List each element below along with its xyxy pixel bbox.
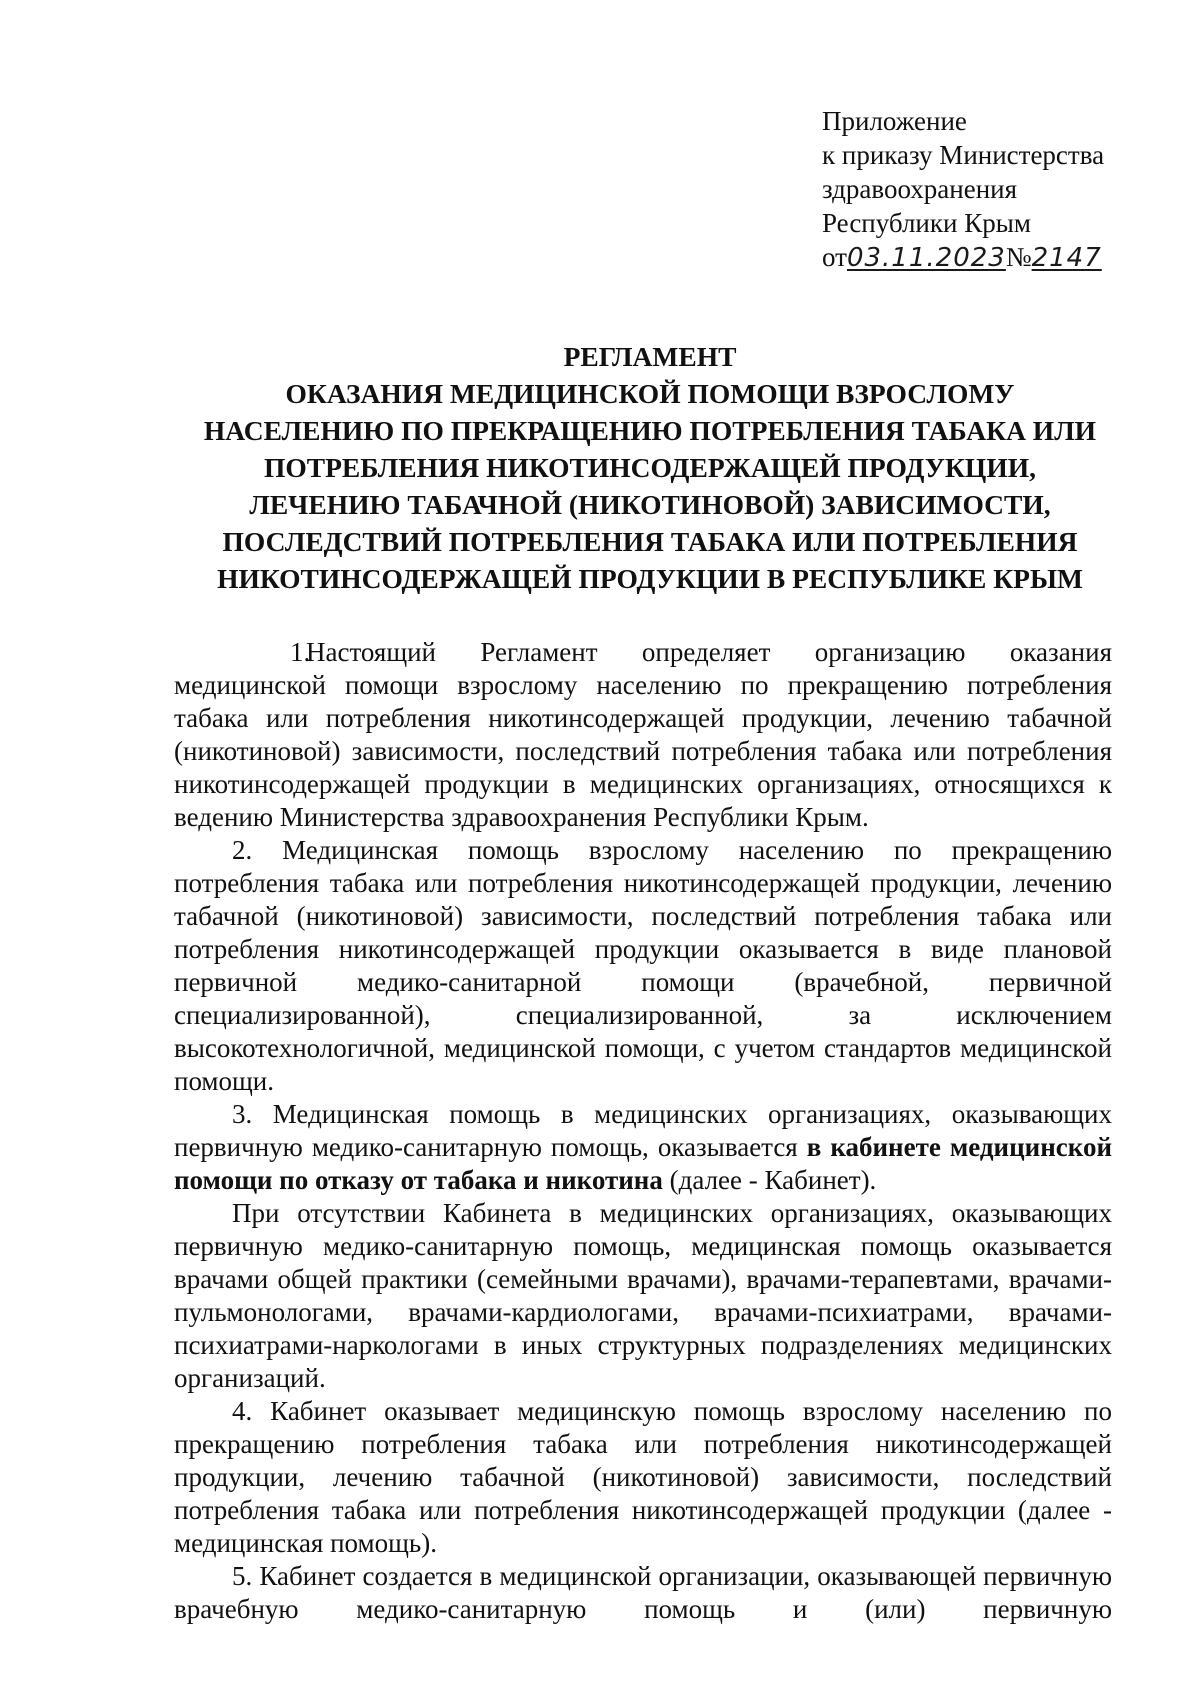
paragraph-4: 4. Кабинет оказывает медицинскую помощь взрослому населению по прекращению потребления табака или потребления никотинсодержащей продукции, лечению табачной (никотиновой) зависимости, последствий потребления табака или потребления никотинсодержащей продукции (далее - медицинская помощь). bbox=[174, 1396, 1112, 1558]
order-number-sign: № bbox=[1005, 242, 1032, 272]
order-reference bbox=[822, 240, 1182, 275]
paragraph-3 bbox=[174, 1098, 1112, 1197]
paragraph-bold-text: в кабинете медицинской помощи по отказу от табака и никотина bbox=[174, 1132, 1113, 1195]
order-date: 03.11.2023 bbox=[846, 243, 1006, 273]
appendix-line: Республики Крым bbox=[822, 208, 1031, 238]
appendix-line: Приложение bbox=[822, 106, 967, 136]
paragraph-text: (далее - Кабинет). bbox=[662, 1165, 877, 1195]
title-line: НАСЕЛЕНИЮ ПО ПРЕКРАЩЕНИЮ ПОТРЕБЛЕНИЯ ТАБАКА ИЛИ bbox=[203, 415, 1097, 446]
appendix-line: здравоохранения bbox=[822, 174, 1018, 204]
paragraph-number: 1. bbox=[290, 637, 311, 667]
paragraph-3-continued: При отсутствии Кабинета в медицинских организациях, оказывающих первичную медико-санитарную помощь, медицинская помощь оказывается врачами общей практики (семейными врачами), врачами-терапевтами, врачами-пульмонологами, врачами-кардиологами, врачами-психиатрами, врачами-психиатрами-наркологами в иных структурных подразделениях медицинских организаций. bbox=[174, 1198, 1112, 1393]
title-line: ЛЕЧЕНИЮ ТАБАЧНОЙ (НИКОТИНОВОЙ) ЗАВИСИМОСТИ, bbox=[249, 489, 1051, 520]
paragraph-text: Настоящий Регламент определяет организацию оказания медицинской помощи взрослому населению по прекращению потребления табака или потребления никотинсодержащей продукции, лечению табачной (никотиновой) зависимости, последствий потребления табака или потребления никотинсодержащей продукции в медицинских организациях, относящихся к ведению Министерства здравоохранения Республики Крым. bbox=[174, 637, 1112, 832]
appendix-line: к приказу Министерства bbox=[822, 140, 1105, 170]
document-body bbox=[174, 636, 1112, 1626]
title-line: РЕГЛАМЕНТ bbox=[563, 341, 737, 372]
appendix-block bbox=[822, 104, 1182, 275]
title-line: ПОТРЕБЛЕНИЯ НИКОТИНСОДЕРЖАЩЕЙ ПРОДУКЦИИ, bbox=[264, 452, 1036, 483]
title-line: НИКОТИНСОДЕРЖАЩЕЙ ПРОДУКЦИИ В РЕСПУБЛИКЕ КРЫМ bbox=[217, 563, 1083, 594]
paragraph-2: 2. Медицинская помощь взрослому населению по прекращению потребления табака или потребления никотинсодержащей продукции, лечению табачной (никотиновой) зависимости, последствий потребления табака или потребления никотинсодержащей продукции оказывается в виде плановой первичной медико-санитарной помощи (врачебной, первичной специализированной), специализированной, за исключением высокотехнологичной, медицинской помощи, с учетом стандартов медицинской помощи. bbox=[174, 835, 1112, 1096]
order-number: 2147 bbox=[1031, 243, 1102, 273]
paragraph-1 bbox=[174, 636, 1112, 834]
title-line: ОКАЗАНИЯ МЕДИЦИНСКОЙ ПОМОЩИ ВЗРОСЛОМУ bbox=[285, 378, 1015, 409]
paragraph-text: 3. Медицинская помощь в медицинских организациях, оказывающих первичную медико-санитарную помощь, оказывается bbox=[174, 1099, 1112, 1162]
document-title bbox=[100, 338, 1200, 597]
order-prefix: от bbox=[822, 242, 847, 272]
paragraph-5: 5. Кабинет создается в медицинской организации, оказывающей первичную врачебную медико-санитарную помощь и (или) первичную bbox=[174, 1561, 1112, 1624]
title-line: ПОСЛЕДСТВИЙ ПОТРЕБЛЕНИЯ ТАБАКА ИЛИ ПОТРЕБЛЕНИЯ bbox=[222, 526, 1078, 557]
